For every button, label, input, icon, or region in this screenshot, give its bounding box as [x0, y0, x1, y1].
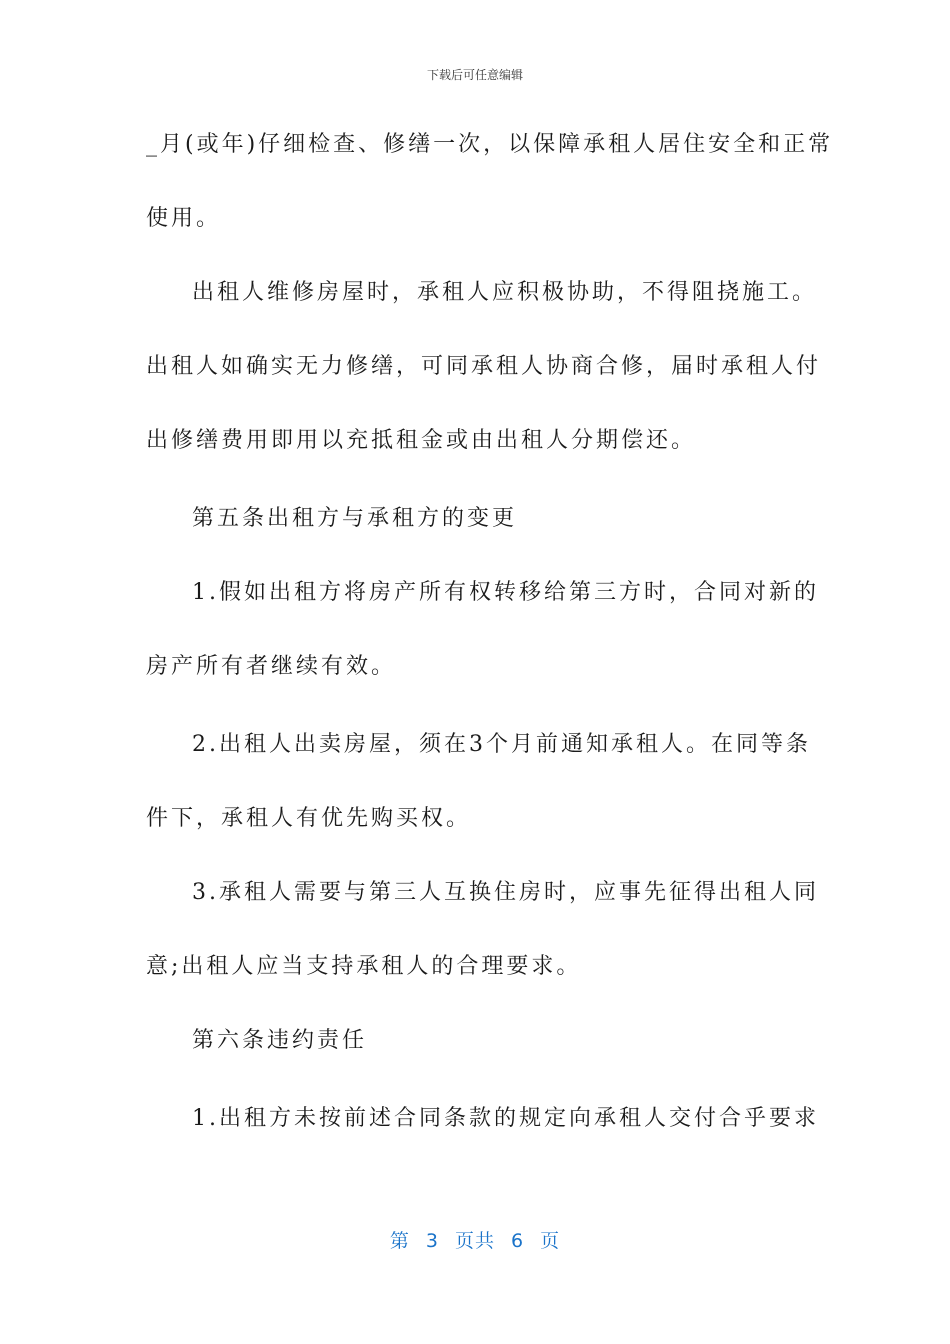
page-footer	[0, 1226, 950, 1253]
text-line: 1.出租方未按前述合同条款的规定向承租人交付合乎要求	[192, 1106, 819, 1131]
footer-middle: 页共	[454, 1230, 495, 1252]
text-line: 件下，承租人有优先购买权。	[146, 806, 472, 831]
section-heading: 第五条出租方与承租方的变更	[192, 506, 518, 531]
text-line: 3.承租人需要与第三人互换住房时，应事先征得出租人同	[192, 880, 819, 905]
total-pages-number: 6	[511, 1230, 525, 1252]
footer-prefix: 第	[389, 1230, 410, 1252]
text-line: 房产所有者继续有效。	[146, 654, 397, 679]
text-line: 使用。	[146, 206, 222, 231]
text-line: 1.假如出租方将房产所有权转移给第三方时，合同对新的	[192, 580, 819, 605]
text-line: 2.出租人出卖房屋，须在3个月前通知承租人。在同等条	[192, 732, 811, 757]
current-page-number: 3	[425, 1230, 439, 1252]
text-line: _月(或年)仔细检查、修缮一次，以保障承租人居住安全和正常	[146, 132, 834, 157]
section-heading: 第六条违约责任	[192, 1028, 368, 1053]
text-line: 出租人如确实无力修缮，可同承租人协商合修，届时承租人付	[146, 354, 822, 379]
text-line: 出修缮费用即用以充抵租金或由出租人分期偿还。	[146, 428, 697, 453]
footer-suffix: 页	[540, 1230, 561, 1252]
page-header: 下载后可任意编辑	[426, 68, 523, 82]
text-line: 出租人维修房屋时，承租人应积极协助，不得阻挠施工。	[192, 280, 818, 305]
text-line: 意;出租人应当支持承租人的合理要求。	[146, 954, 582, 979]
